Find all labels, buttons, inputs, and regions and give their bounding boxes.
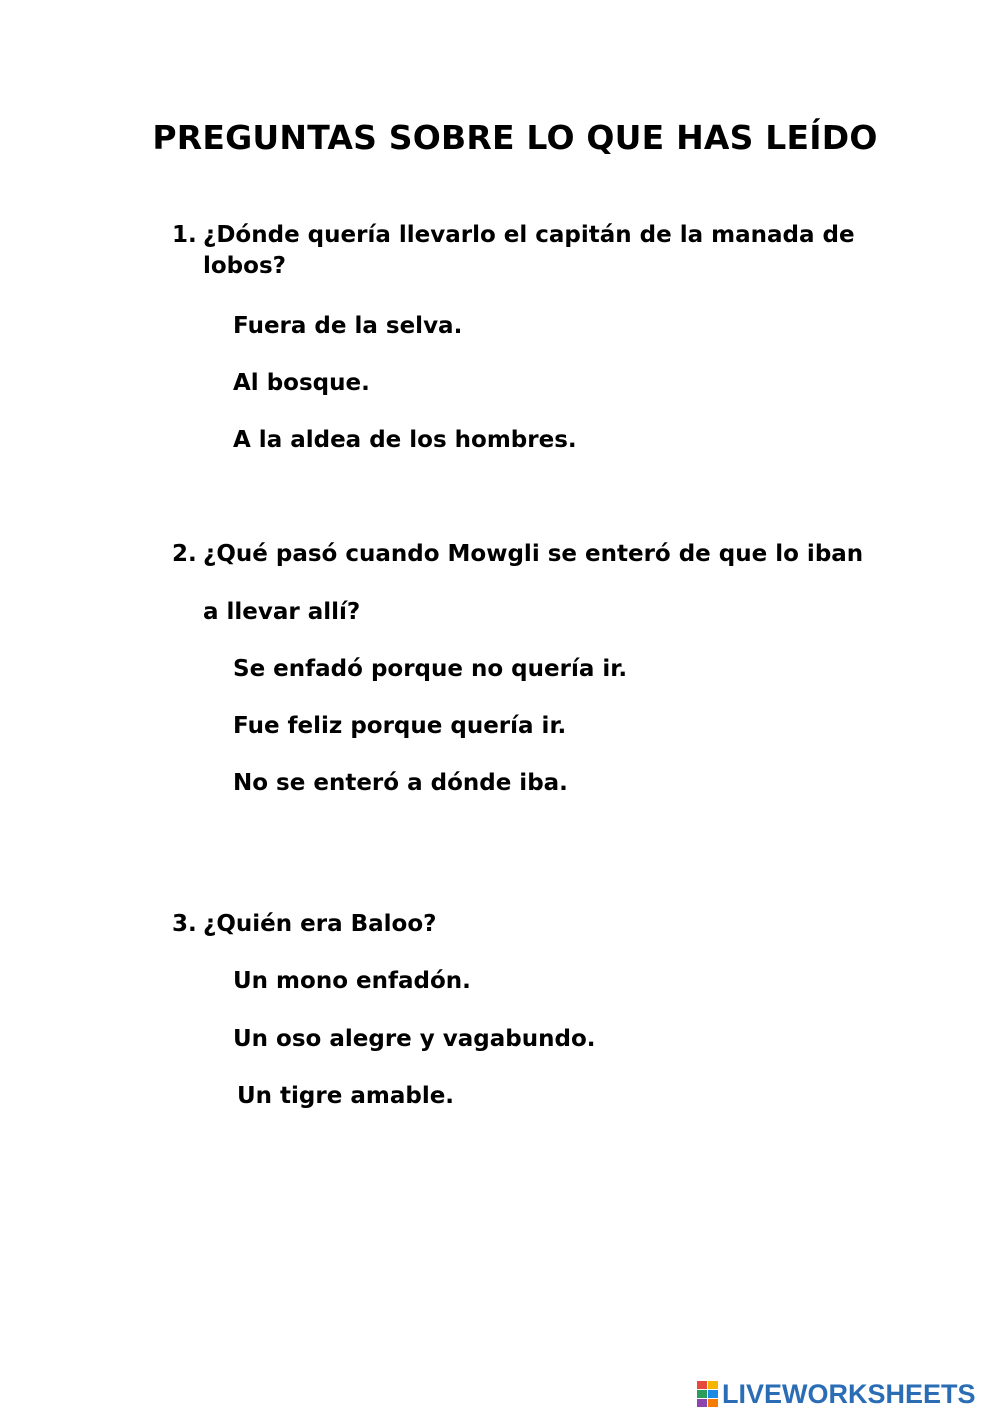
liveworksheets-logo (697, 1378, 976, 1410)
question-line: ¿Dónde quería llevarlo el capitán de la manada de (203, 222, 855, 248)
question-line: ¿Quién era Baloo? (203, 911, 437, 937)
page-title: PREGUNTAS SOBRE LO QUE HAS LEÍDO (152, 118, 878, 157)
question-line: lobos? (203, 253, 286, 279)
liveworksheets-logo-icon (697, 1381, 719, 1407)
answer-option[interactable]: Se enfadó porque no quería ir. (233, 656, 628, 682)
question-number: 1. (172, 222, 197, 248)
answer-option[interactable]: Fuera de la selva. (233, 313, 463, 339)
answer-option[interactable]: Un tigre amable. (237, 1083, 455, 1109)
answer-option[interactable]: No se enteró a dónde iba. (233, 770, 568, 796)
question-number: 2. (172, 541, 197, 567)
logo-text: LIVEWORKSHEETS (722, 1378, 976, 1409)
question-line: ¿Qué pasó cuando Mowgli se enteró de que lo iban (203, 541, 864, 567)
answer-option[interactable]: Un oso alegre y vagabundo. (233, 1026, 596, 1052)
question-text (203, 220, 893, 282)
question-text (203, 539, 893, 628)
question-text (203, 909, 893, 940)
question-line: a llevar allí? (203, 599, 361, 625)
answer-option[interactable]: Fue feliz porque quería ir. (233, 713, 567, 739)
answer-option[interactable]: Un mono enfadón. (233, 968, 471, 994)
answer-option[interactable]: Al bosque. (233, 370, 370, 396)
question-number: 3. (172, 911, 197, 937)
answer-option[interactable]: A la aldea de los hombres. (233, 427, 577, 453)
